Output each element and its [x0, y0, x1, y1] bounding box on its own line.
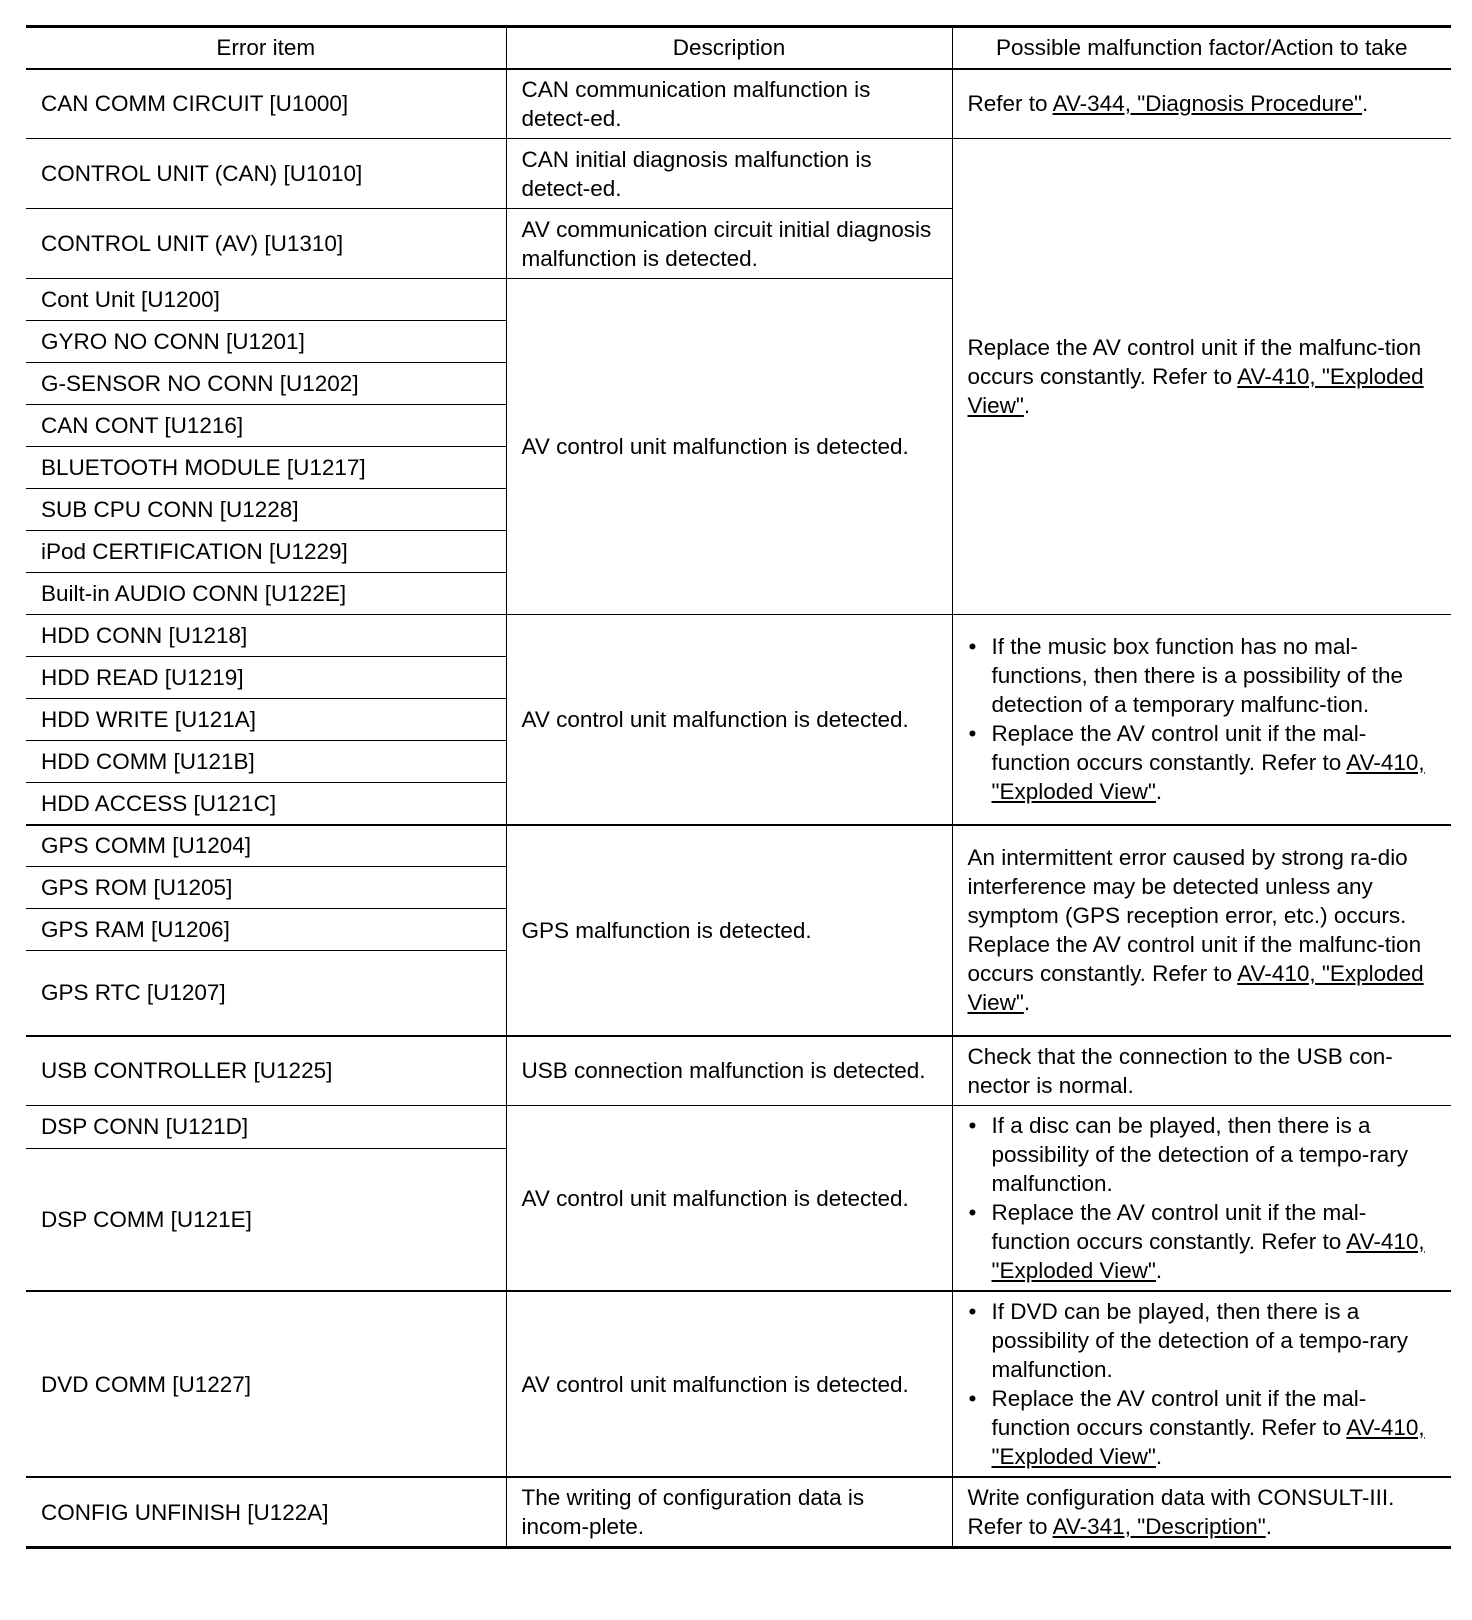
description-usb: USB connection malfunction is detected. [506, 1036, 952, 1106]
action-dvd [952, 1291, 1451, 1477]
dsp-bullet-list [968, 1111, 1437, 1285]
error-item-u1200: Cont Unit [U1200] [26, 279, 506, 321]
action-diagnosis [952, 69, 1451, 139]
error-item-u121e: DSP COMM [U121E] [26, 1148, 506, 1291]
replace-text: Replace the AV control unit if the mal-function occurs constantly. Refer to [991, 721, 1367, 776]
refer-to-text: Refer to [967, 91, 1048, 117]
period: . [1023, 393, 1031, 418]
error-item-u1225: USB CONTROLLER [U1225] [26, 1036, 506, 1106]
action-dsp [952, 1106, 1451, 1292]
error-item-u1202: G-SENSOR NO CONN [U1202] [26, 363, 506, 405]
ref-link-av-410[interactable]: AV-410, "Exploded View" [967, 961, 1424, 1015]
table-row [26, 69, 1451, 139]
error-item-u1204: GPS COMM [U1204] [26, 825, 506, 867]
table-row [26, 1036, 1451, 1106]
period: . [1265, 1514, 1272, 1539]
table-row [26, 615, 1451, 657]
header-action: Possible malfunction factor/Action to take [952, 27, 1451, 69]
error-item-table [26, 25, 1451, 1549]
error-item-u1000: CAN COMM CIRCUIT [U1000] [26, 69, 506, 139]
bullet-item: • If a disc can be played, then there is a possibility of the detection of a tempo-rary malfunction. [968, 1111, 1437, 1198]
description-can-comm: CAN communication malfunction is detect-ed. [506, 69, 952, 139]
bullet-item: • If DVD can be played, then there is a possibility of the detection of a tempo-rary malfunction. [968, 1297, 1437, 1384]
description-can-initial: CAN initial diagnosis malfunction is detect-ed. [506, 139, 952, 209]
action-hdd [952, 615, 1451, 825]
period: . [1155, 1444, 1163, 1469]
table-row [26, 1291, 1451, 1477]
error-item-u121c: HDD ACCESS [U121C] [26, 783, 506, 825]
header-error-item: Error item [26, 27, 506, 69]
bullet-item [968, 719, 1437, 806]
replace-text: Replace the AV control unit if the malfunc-tion occurs constantly. Refer to [967, 932, 1422, 986]
error-item-u1216: CAN CONT [U1216] [26, 405, 506, 447]
error-item-u122a: CONFIG UNFINISH [U122A] [26, 1477, 506, 1548]
bullet-item [968, 1384, 1437, 1471]
description-config: The writing of configuration data is incom-plete. [506, 1477, 952, 1548]
ref-link-av-410[interactable]: AV-410, "Exploded View" [991, 1415, 1425, 1469]
period: . [1023, 990, 1031, 1015]
error-item-u1228: SUB CPU CONN [U1228] [26, 489, 506, 531]
description-av-unit: AV control unit malfunction is detected. [506, 615, 952, 825]
action-config [952, 1477, 1451, 1548]
bullet-item [968, 1198, 1437, 1285]
header-row [26, 27, 1451, 69]
bullet-item: • If the music box function has no mal-functions, then there is a possibility of the detection of a temporary malfunc-tion. [968, 632, 1437, 719]
gps-replace [968, 930, 1437, 1017]
action-gps [952, 825, 1451, 1036]
period: . [1362, 91, 1369, 117]
table-row [26, 139, 1451, 209]
ref-link-av-410[interactable]: AV-410, "Exploded View" [967, 364, 1424, 418]
table-row [26, 1106, 1451, 1149]
error-item-u1201: GYRO NO CONN [U1201] [26, 321, 506, 363]
gps-text: An intermittent error caused by strong ra-dio interference may be detected unless any symptom (GPS reception error, etc.) occurs. [967, 845, 1408, 928]
error-item-u1310: CONTROL UNIT (AV) [U1310] [26, 209, 506, 279]
replace-text: Replace the AV control unit if the mal-function occurs constantly. Refer to [991, 1386, 1367, 1440]
error-item-u121b: HDD COMM [U121B] [26, 741, 506, 783]
description-av-comm: AV communication circuit initial diagnosis malfunction is detected. [506, 209, 952, 279]
hdd-bullet-list [968, 632, 1437, 806]
error-item-u1218: HDD CONN [U1218] [26, 615, 506, 657]
ref-link-av-344[interactable]: AV-344, "Diagnosis Procedure" [1052, 91, 1363, 117]
period: . [1155, 1258, 1163, 1283]
description-av-unit: AV control unit malfunction is detected. [506, 279, 952, 615]
header-description: Description [506, 27, 952, 69]
error-item-u122e: Built-in AUDIO CONN [U122E] [26, 573, 506, 615]
error-item-u121d: DSP CONN [U121D] [26, 1106, 506, 1149]
table-row [26, 825, 1451, 867]
dvd-bullet-list [968, 1297, 1437, 1471]
ref-link-av-410[interactable]: AV-410, "Exploded View" [991, 750, 1425, 805]
error-item-u1207: GPS RTC [U1207] [26, 951, 506, 1036]
action-usb: Check that the connection to the USB con-nector is normal. [952, 1036, 1451, 1106]
ref-link-av-341[interactable]: AV-341, "Description" [1052, 1514, 1266, 1539]
table-row [26, 1477, 1451, 1548]
error-item-u121a: HDD WRITE [U121A] [26, 699, 506, 741]
replace-text: Replace the AV control unit if the malfunc-tion occurs constantly. Refer to [967, 335, 1422, 389]
description-av-unit: AV control unit malfunction is detected. [506, 1291, 952, 1477]
description-gps: GPS malfunction is detected. [506, 825, 952, 1036]
error-item-u1206: GPS RAM [U1206] [26, 909, 506, 951]
error-item-u1227: DVD COMM [U1227] [26, 1291, 506, 1477]
error-item-u1205: GPS ROM [U1205] [26, 867, 506, 909]
period: . [1155, 779, 1163, 805]
error-item-u1219: HDD READ [U1219] [26, 657, 506, 699]
ref-link-av-410[interactable]: AV-410, "Exploded View" [991, 1229, 1425, 1283]
error-item-u1010: CONTROL UNIT (CAN) [U1010] [26, 139, 506, 209]
replace-text: Replace the AV control unit if the mal-function occurs constantly. Refer to [991, 1200, 1367, 1254]
description-av-unit: AV control unit malfunction is detected. [506, 1106, 952, 1292]
error-item-u1217: BLUETOOTH MODULE [U1217] [26, 447, 506, 489]
error-item-u1229: iPod CERTIFICATION [U1229] [26, 531, 506, 573]
config-write-text: Write configuration data with CONSULT-III. Refer to [967, 1485, 1395, 1539]
action-replace-av-unit [952, 139, 1451, 615]
